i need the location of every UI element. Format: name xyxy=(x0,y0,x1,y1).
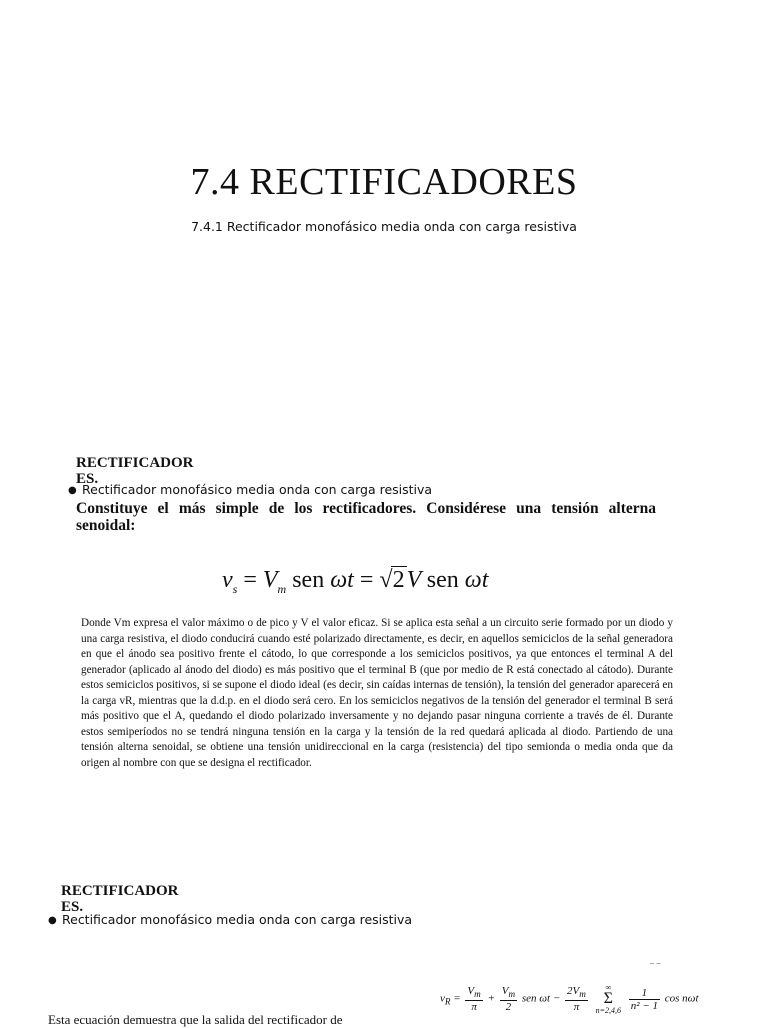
eq-v-var: V xyxy=(406,567,421,593)
cut-off-text: Esta ecuación demuestra que la salida del rectificador de xyxy=(48,1012,343,1027)
eq-omega-t-2: ωt xyxy=(464,567,489,593)
eq-omega-t: ωt xyxy=(330,567,354,593)
eq2-cos: cos nωt xyxy=(664,992,699,1005)
eq-vm-var: V xyxy=(262,567,278,593)
lead-paragraph: Constituye el más simple de los rectificadores. Considérese una tensión alterna senoidal: xyxy=(76,500,656,534)
eq-sen-2: sen xyxy=(426,567,459,593)
bullet-dot-icon: ● xyxy=(48,915,57,926)
eq2-plus: + xyxy=(487,992,495,1005)
eq2-sum-sym: Σ xyxy=(603,990,613,1007)
eq2-t3-num-sub: m xyxy=(579,989,586,1000)
eq2-sum-bot: n=2,4,6 xyxy=(595,1006,622,1015)
eq2-t4-num: 1 xyxy=(629,987,660,1000)
eq2-summation xyxy=(596,983,621,1015)
bullet-text-2: Rectificador monofásico media onda con carga resistiva xyxy=(62,912,413,927)
body-paragraph: Donde Vm expresa el valor máximo o de pico y V el valor eficaz. Si se aplica esta señal a un circuito serie formado por un diodo y una carga resistiva, el diodo conducirá cuando esté polarizado directamente, es decir, en aquellos semiciclos de la señal generadora en que el ánodo sea positivo frente el cátodo, lo que corresponde a los semiciclos positivos, ya que entonces el terminal A del generador (aplicado al ánodo del diodo) es más positivo que el terminal B (que por medio de R está conectado al cátodo). Durante estos semiciclos positivos, si se supone el diodo ideal (es decir, sin caídas internas de tensión), la tensión del generador aparecerá en la carga vR, mientras que la d.d.p. en el diodo será cero. En los semiciclos negativos de la tensión del generador el terminal B será más positivo que el A, quedando el diodo polarizado inversamente y no dejando pasar ninguna corriente a través de él. Durante estos semiperíodos no se tendrá ninguna tensión en la carga y la tensión de la red quedará aplicada al diodo. Partiendo de una tensión alterna senoidal, se obtiene una tensión unidireccional en la carga (resistencia) del tipo semionda o media onda que da origen al nombre con que se designa el rectificador. xyxy=(81,617,673,769)
eq-sqrt-arg: 2 xyxy=(392,567,405,593)
eq2-lhs: v xyxy=(440,992,445,1005)
eq2-sum-top: ∞ xyxy=(605,983,612,992)
equation-vs xyxy=(222,566,488,597)
bullet-text: Rectificador monofásico media onda con carga resistiva xyxy=(82,482,433,497)
section-heading: RECTIFICADOR ES. xyxy=(76,455,194,487)
eq2-t2-den: 2 xyxy=(505,1000,512,1013)
eq2-frac-3 xyxy=(565,985,588,1012)
eq-vm-sub: m xyxy=(277,581,287,596)
eq-sqrt-sign: √ xyxy=(379,567,393,593)
page-title: 7.4 RECTIFICADORES xyxy=(190,161,578,203)
eq2-equals: = xyxy=(453,992,461,1005)
eq2-t1-den: π xyxy=(471,1000,477,1013)
eq2-t1-num: V xyxy=(467,985,475,998)
bullet-dot-icon: ● xyxy=(68,485,77,496)
eq-vs-var: v xyxy=(222,567,233,593)
eq2-t1-num-sub: m xyxy=(474,989,481,1000)
eq2-minus: − xyxy=(552,992,561,1005)
eq-vs-sub: s xyxy=(232,581,238,596)
page-subtitle: 7.4.1 Rectificador monofásico media onda con carga resistiva xyxy=(191,219,577,234)
eq-equals: = xyxy=(243,567,257,593)
section-heading-2: RECTIFICADOR ES. xyxy=(61,883,179,915)
eq2-lhs-sub: R xyxy=(444,996,451,1007)
eq2-frac-2 xyxy=(500,985,517,1012)
eq2-frac-4 xyxy=(629,987,660,1012)
eq2-frac-1 xyxy=(465,985,482,1012)
eq2-t2-num-sub: m xyxy=(508,989,516,1000)
bullet-item xyxy=(68,482,432,497)
eq2-t3-den: π xyxy=(573,1000,580,1013)
eq2-t4-den: n² − 1 xyxy=(630,999,659,1012)
eq2-sen: sen ωt xyxy=(521,992,551,1005)
small-marks: ‾ ‾ xyxy=(650,962,661,971)
eq2-t2-num: V xyxy=(501,985,509,998)
eq2-t3-num: 2V xyxy=(567,985,580,998)
equation-vr-series xyxy=(440,983,699,1015)
eq-sen: sen xyxy=(292,567,325,593)
bullet-item-2 xyxy=(48,912,412,927)
eq-equals-2: = xyxy=(359,567,374,593)
